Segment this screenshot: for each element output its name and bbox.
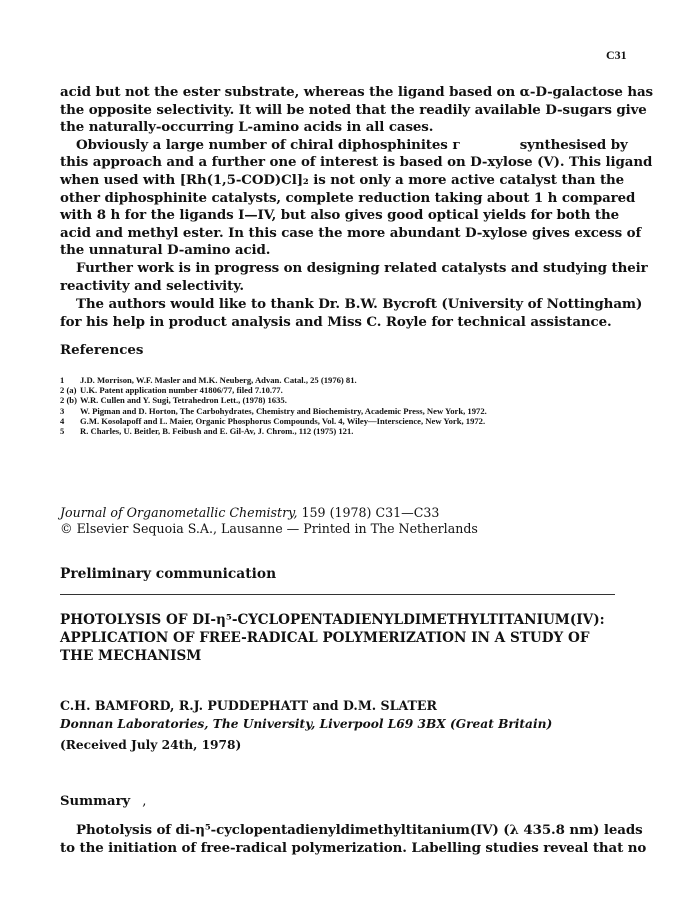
reference-text: R. Charles, U. Beitler, B. Feibush and E. Gil-Av, J. Chrom., 112 (1975) 121. xyxy=(80,426,354,437)
reference-number: 1 xyxy=(60,375,65,385)
publisher-line: © Elsevier Sequoia S.A., Lausanne — Printed in The Netherlands xyxy=(60,521,478,536)
article-authors: C.H. BAMFORD, R.J. PUDDEPHATT and D.M. SLATER xyxy=(60,698,437,713)
references-list xyxy=(60,375,640,436)
article-title xyxy=(60,611,605,665)
summary-line: Photolysis of di-η⁵-cyclopentadienyldimethyltitanium(IV) (λ 435.8 nm) leads xyxy=(76,822,643,838)
title-line: THE MECHANISM xyxy=(60,648,202,664)
body-line: the unnatural D-amino acid. xyxy=(60,242,271,259)
body-line: reactivity and selectivity. xyxy=(60,277,244,294)
journal-volume: 159 (1978) C31—C33 xyxy=(297,505,440,520)
reference-item xyxy=(60,406,640,416)
journal-info xyxy=(60,505,478,537)
body-line: acid but not the ester substrate, whereas the ligand based on α-D-galactose has xyxy=(60,84,653,100)
reference-text: W.R. Cullen and Y. Sugi, Tetrahedron Lett., (1978) 1635. xyxy=(80,395,287,406)
reference-item xyxy=(60,416,640,426)
summary-heading-text: Summary xyxy=(60,794,131,809)
page-number: C31 xyxy=(606,48,627,62)
reference-number: 5 xyxy=(60,426,65,437)
body-paragraphs xyxy=(60,84,653,295)
reference-number: 2 (a) xyxy=(60,385,77,396)
reference-text: G.M. Kosolapoff and L. Maier, Organic Phosphorus Compounds, Vol. 4, Wiley—Interscience, New York, 1972. xyxy=(80,415,486,426)
summary-line: to the initiation of free-radical polymerization. Labelling studies reveal that no xyxy=(60,839,647,856)
section-label: Preliminary communication xyxy=(60,566,277,582)
body-line: other diphosphinite catalysts, complete reduction taking about 1 h compared xyxy=(60,189,636,206)
reference-item xyxy=(60,375,640,385)
reference-item xyxy=(60,426,640,436)
summary-heading xyxy=(60,794,146,809)
body-line: the naturally-occurring L-amino acids in all cases. xyxy=(60,119,434,136)
received-date: (Received July 24th, 1978) xyxy=(60,738,242,752)
reference-number: 2 (b) xyxy=(60,395,77,406)
reference-text: W. Pigman and D. Horton, The Carbohydrates, Chemistry and Biochemistry, Academic Press, New York, 1972. xyxy=(80,405,487,416)
reference-number: 3 xyxy=(60,405,65,416)
title-line: PHOTOLYSIS OF DI-η⁵-CYCLOPENTADIENYLDIMETHYLTITANIUM(IV): xyxy=(60,612,605,628)
body-line: this approach and a further one of interest is based on D-xylose (V). This ligand xyxy=(60,154,653,171)
summary-text xyxy=(60,822,646,857)
reference-item xyxy=(60,385,640,395)
reference-text: J.D. Morrison, W.F. Masler and M.K. Neuberg, Advan. Catal., 25 (1976) 81. xyxy=(80,375,357,385)
ack-line: The authors would like to thank Dr. B.W. Bycroft (University of Nottingham) xyxy=(76,296,643,312)
body-line: when used with [Rh(1,5-COD)Cl]₂ is not only a more active catalyst than the xyxy=(60,171,625,188)
reference-text: U.K. Patent application number 41806/77, filed 7.10.77. xyxy=(80,385,283,396)
body-line: the opposite selectivity. It will be noted that the readily available D-sugars give xyxy=(60,101,647,118)
journal-name: Journal of Organometallic Chemistry, xyxy=(60,505,298,520)
body-line: acid and methyl ester. In this case the more abundant D-xylose gives excess of xyxy=(60,224,642,241)
reference-number: 4 xyxy=(60,415,65,426)
body-line: Obviously a large number of chiral diphosphinites г synthesised by xyxy=(76,136,628,153)
ack-line: for his help in product analysis and Miss C. Royle for technical assistance. xyxy=(60,313,612,330)
references-heading: References xyxy=(60,342,144,358)
body-line: Further work is in progress on designing related catalysts and studying their xyxy=(76,259,648,276)
title-line: APPLICATION OF FREE-RADICAL POLYMERIZATION IN A STUDY OF xyxy=(60,630,590,646)
section-divider xyxy=(60,594,615,595)
journal-citation xyxy=(60,505,478,521)
article-affiliation: Donnan Laboratories, The University, Liverpool L69 3BX (Great Britain) xyxy=(60,717,553,731)
reference-item xyxy=(60,395,640,405)
acknowledgement xyxy=(60,296,642,331)
summary-mark: , xyxy=(142,794,147,809)
body-line: with 8 h for the ligands I—IV, but also gives good optical yields for both the xyxy=(60,207,620,224)
